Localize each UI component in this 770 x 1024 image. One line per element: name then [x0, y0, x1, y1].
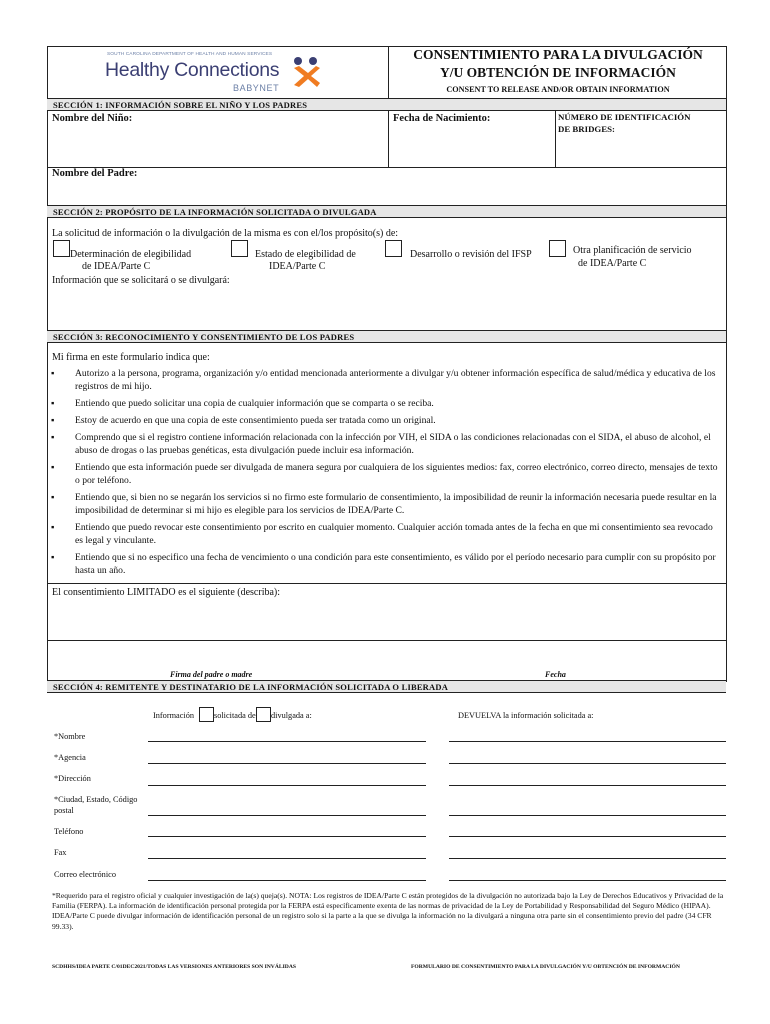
section3-header: SECCIÓN 3: RECONOCIMIENTO Y CONSENTIMIENTO DE LOS PADRES [47, 330, 726, 343]
section2-header: SECCIÓN 2: PROPÓSITO DE LA INFORMACIÓN SOLICITADA O DIVULGADA [47, 205, 726, 218]
field-label-fax: Fax [54, 848, 67, 857]
purpose-option-3-line1: Desarrollo o revisión del IFSP [410, 249, 532, 260]
dob-field[interactable] [389, 127, 554, 166]
form-title-line1: CONSENTIMIENTO PARA LA DIVULGACIÓN [413, 47, 703, 62]
form-subtitle: CONSENT TO RELEASE AND/OR OBTAIN INFORMATION [446, 85, 670, 94]
sender-fax-field[interactable] [148, 858, 426, 859]
recipient-city-field[interactable] [449, 815, 726, 816]
form-title-line2: Y/U OBTENCIÓN DE INFORMACIÓN [440, 65, 676, 80]
info-requested-field[interactable] [48, 289, 725, 329]
field-label-name: *Nombre [54, 732, 86, 741]
field-label-email: Correo electrónico [54, 870, 116, 879]
footnote: *Requerido para el registro oficial y cualquier investigación de la(s) queja(s). NOTA: Los registros de IDEA/Parte C están protegidos de la divulgación no autorizada bajo la Ley de Derechos Educativos y Privacidad de la Familia (FERPA). La información de identificación personal protegida por la FERPA está específicamente exenta de las normas de privacidad de la Ley de Portabilidad y Responsabilidad del Seguro Médico (HIPAA). IDEA/Parte C puede divulgar información de identificación personal de un registro solo si la parte a la que se divulga la información no la divulgará a ninguna otra parte sin el consentimiento previo del padre (34 CFR 99.33). [52, 891, 724, 931]
logo-sub: BABYNET [233, 83, 280, 93]
sender-phone-field[interactable] [148, 836, 426, 837]
consent-bullet: ▪ Entiendo que puedo solicitar una copia de cualquier información que se comparta o se reciba. [51, 398, 434, 409]
consent-bullet: ▪ Autorizo a la persona, programa, organización y/o entidad mencionada anteriormente a divulgar y/u obtener información específica de salud/médica y educativa de los registros de mi hijo. [51, 368, 716, 392]
signature-field[interactable] [48, 641, 725, 669]
requested-from-label: solicitada de [214, 711, 256, 720]
purpose-option-1-line1: Determinación de elegibilidad [70, 249, 192, 260]
consent-bullet: ▪ Entiendo que si no especifico una fecha de vencimiento o una condición para este consentimiento, es válido por el período necesario para cumplir con su propósito por hasta un año. [51, 552, 716, 576]
child-name-field[interactable] [48, 127, 387, 166]
sender-name-field[interactable] [148, 741, 426, 742]
logo-name: Healthy Connections [105, 59, 280, 81]
signature-label: Firma del padre o madre [170, 670, 253, 679]
parent-name-label: Nombre del Padre: [52, 168, 138, 179]
logo-mark-icon [291, 56, 321, 90]
date-label: Fecha [545, 670, 566, 679]
field-label-address: *Dirección [54, 774, 91, 783]
sender-email-field[interactable] [148, 880, 426, 881]
footer-left: SCDHHS/IDEA PARTE C/01DEC2021/TODAS LAS VERSIONES ANTERIORES SON INVÁLIDAS [52, 964, 296, 970]
consent-intro: Mi firma en este formulario indica que: [52, 352, 210, 363]
field-label-city-state-zip: *Ciudad, Estado, Código postal [54, 795, 138, 815]
sender-city-field[interactable] [148, 815, 426, 816]
recipient-agency-field[interactable] [449, 763, 726, 764]
section4-header: SECCIÓN 4: REMITENTE Y DESTINATARIO DE LA INFORMACIÓN SOLICITADA O LIBERADA [47, 680, 726, 693]
released-to-checkbox[interactable] [256, 707, 271, 722]
recipient-name-field[interactable] [449, 741, 726, 742]
bridges-id-label-1: NÚMERO DE IDENTIFICACIÓN [558, 112, 691, 122]
recipient-email-field[interactable] [449, 880, 726, 881]
field-label-phone: Teléfono [54, 827, 84, 836]
info-requested-label: Información que se solicitará o se divulgará: [52, 275, 230, 286]
sender-agency-field[interactable] [148, 763, 426, 764]
purpose-checkbox-2[interactable] [231, 240, 248, 257]
purpose-checkbox-1[interactable] [53, 240, 70, 257]
purpose-option-4-line2: de IDEA/Parte C [578, 258, 647, 269]
field-label-agency: *Agencia [54, 753, 86, 762]
child-name-label: Nombre del Niño: [52, 113, 133, 124]
purpose-option-2-line2: IDEA/Parte C [269, 261, 326, 272]
section1-header: SECCIÓN 1: INFORMACIÓN SOBRE EL NIÑO Y LOS PADRES [47, 98, 726, 111]
return-to-label: DEVUELVA la información solicitada a: [458, 711, 594, 720]
info-prefix-label: Información [153, 711, 195, 720]
purpose-option-2-line1: Estado de elegibilidad de [255, 249, 356, 260]
purpose-checkbox-4[interactable] [549, 240, 566, 257]
purpose-option-4-line1: Otra planificación de servicio [573, 245, 692, 256]
consent-bullet: ▪ Entiendo que esta información puede ser divulgada de manera segura por cualquiera de los siguientes medios: fax, correo electrónico, correo directo, mensajes de texto o por teléfono. [51, 462, 718, 486]
footer-right: FORMULARIO DE CONSENTIMIENTO PARA LA DIVULGACIÓN Y/U OBTENCIÓN DE INFORMACIÓN [411, 964, 680, 970]
limited-consent-label: El consentimiento LIMITADO es el siguiente (describa): [52, 587, 281, 598]
consent-bullet: ▪ Comprendo que si el registro contiene información relacionada con la infección por VIH, el SIDA o las condiciones relacionadas con el SIDA, el abuso de alcohol, el abuso de drogas o las pruebas genéticas, esta divulgación puede incluir esa información. [51, 432, 711, 456]
logo [105, 52, 345, 96]
recipient-phone-field[interactable] [449, 836, 726, 837]
limited-consent-field[interactable] [48, 601, 725, 639]
logo-dept-text: SOUTH CAROLINA DEPARTMENT OF HEALTH AND HUMAN SERVICES [107, 52, 273, 57]
bridges-id-label-2: DE BRIDGES: [558, 124, 615, 134]
requested-from-checkbox[interactable] [199, 707, 214, 722]
sender-address-field[interactable] [148, 785, 426, 786]
consent-bullet: ▪ Entiendo que puedo revocar este consentimiento por escrito en cualquier momento. Cualquier acción tomada antes de la fecha en que mi consentimiento sea revocado es legal y vinculante. [51, 522, 713, 546]
purpose-option-1-line2: de IDEA/Parte C [82, 261, 151, 272]
recipient-fax-field[interactable] [449, 858, 726, 859]
dob-label: Fecha de Nacimiento: [393, 113, 491, 124]
consent-bullet: ▪ Entiendo que, si bien no se negarán los servicios si no firmo este formulario de consentimiento, la imposibilidad de reunir la información necesaria puede resultar en la imposibilidad de determinar si mi hijo es elegible para los servicios de IDEA/Parte C. [51, 492, 717, 516]
purpose-checkbox-3[interactable] [385, 240, 402, 257]
bridges-id-field[interactable] [556, 137, 725, 166]
consent-bullet: ▪ Estoy de acuerdo en que una copia de este consentimiento pueda ser tratada como un original. [51, 415, 436, 426]
recipient-address-field[interactable] [449, 785, 726, 786]
released-to-label: divulgada a: [271, 711, 312, 720]
parent-name-field[interactable] [48, 182, 725, 204]
purpose-intro: La solicitud de información o la divulgación de la misma es con el/los propósito(s) de: [52, 228, 399, 239]
